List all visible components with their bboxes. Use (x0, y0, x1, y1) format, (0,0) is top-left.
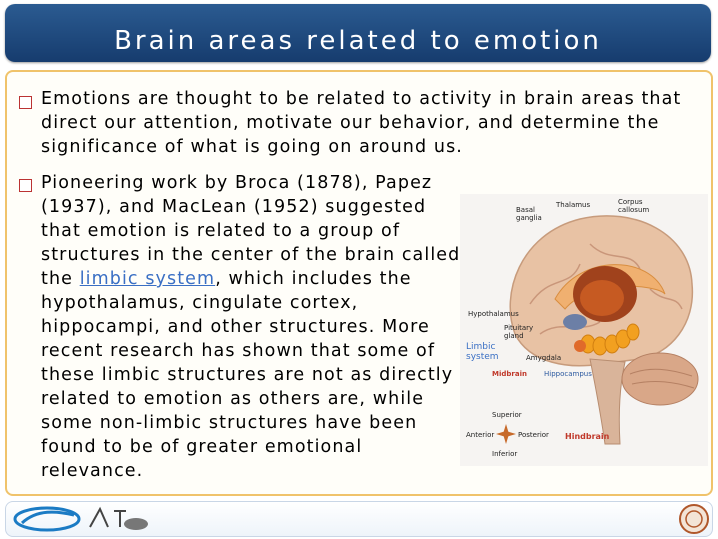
label-anterior: Anterior (466, 431, 495, 439)
title-bar (5, 4, 711, 62)
label-corpus-callosum: Corpus callosum (618, 198, 650, 214)
label-pituitary: Pituitary gland (504, 324, 534, 340)
paragraph-2 (41, 171, 466, 483)
limbic-system-link[interactable]: limbic system (79, 269, 216, 289)
label-posterior: Posterior (518, 431, 549, 439)
bullet-icon (19, 96, 32, 109)
paragraph-2-end: , which includes the hypothalamus, cingulate cortex, hippocampi, and other structures. More recent research has shown that some of these limbic structures are not as directly related to emotion as others are, while some non-limbic structures have been found to be of greater emotional relevance. (41, 269, 454, 481)
label-limbic: Limbic system (466, 342, 499, 362)
brain-figure (460, 194, 708, 466)
label-hypothalamus: Hypothalamus (468, 310, 519, 318)
university-seal-icon (678, 503, 710, 535)
slide-title: Brain areas related to emotion (114, 26, 602, 56)
label-inferior: Inferior (492, 450, 518, 458)
label-superior: Superior (492, 411, 522, 419)
label-amygdala: Amygdala (526, 354, 562, 362)
paragraph-1: Emotions are thought to be related to activity in brain areas that direct our attention, motivate our behavior, and determine the significance of what is going on around us. (41, 89, 682, 157)
footer (5, 501, 713, 537)
label-hippocampus: Hippocampus (544, 370, 592, 378)
bullet-icon (19, 179, 32, 192)
cram-logo (12, 505, 82, 533)
label-basal-ganglia: Basal ganglia (516, 206, 542, 222)
label-midbrain: Midbrain (492, 370, 527, 378)
brain-illustration (460, 194, 708, 466)
paragraph-2-start: Pioneering work by Broca (1878), Papez (1937), and MacLean (1952) suggested that emotion is related to a group of structures in the center of the brain called the (41, 173, 461, 289)
arts-lab-logo (86, 505, 152, 533)
label-hindbrain: Hindbrain (565, 432, 610, 441)
label-thalamus: Thalamus (556, 201, 591, 209)
